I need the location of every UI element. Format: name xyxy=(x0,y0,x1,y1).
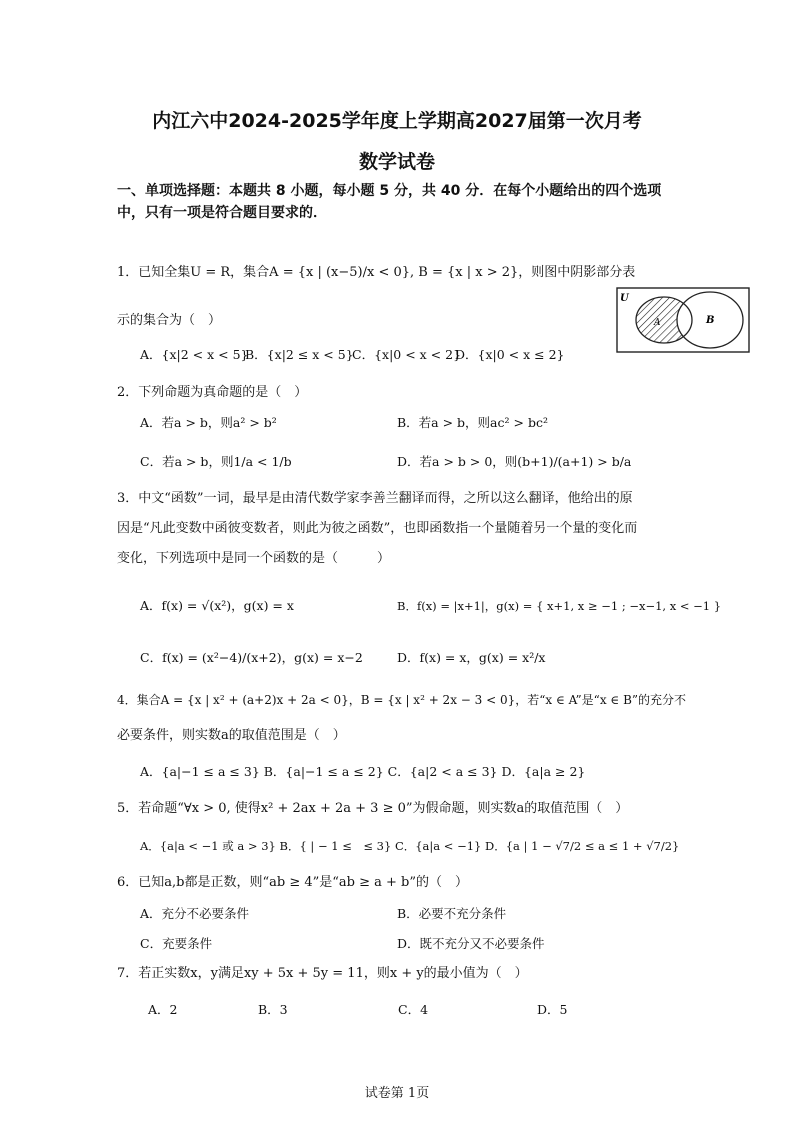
q1-stem-line1: 1．已知全集U = R，集合A = {x | (x−5)/x < 0}, B = {x | x > 2}，则图中阴影部分表 xyxy=(117,265,636,280)
q6-option-b: B．必要不充分条件 xyxy=(397,906,507,921)
q7-option-a: A．2 xyxy=(148,1002,178,1017)
q3-option-b: B．f(x) = |x+1|，g(x) = { x+1, x ≥ −1 ; −x−1, x < −1 } xyxy=(397,599,722,613)
page-footer: 试卷第 1页 xyxy=(364,1086,430,1101)
exam-subtitle: 数学试卷 xyxy=(358,151,435,173)
q1-option-c: C．{x|0 < x < 2} xyxy=(352,347,462,362)
exam-title: 内江六中2024-2025学年度上学期高2027届第一次月考 xyxy=(152,110,642,132)
q2-stem: 2．下列命题为真命题的是（ ） xyxy=(117,385,308,400)
q6-option-d: D．既不充分又不必要条件 xyxy=(397,936,545,951)
q4-stem-line2: 必要条件，则实数a的取值范围是（ ） xyxy=(117,728,346,743)
q3-option-a: A．f(x) = √(x²)，g(x) = x xyxy=(140,598,294,613)
q6-option-a: A．充分不必要条件 xyxy=(140,906,250,921)
q3-option-d: D．f(x) = x，g(x) = x²/x xyxy=(397,650,546,665)
venn-label-a: A xyxy=(654,318,661,328)
q4-stem-line1: 4．集合A = {x | x² + (a+2)x + 2a < 0}，B = {x | x² + 2x − 3 < 0}，若“x ∈ A”是“x ∈ B”的充分不 xyxy=(117,693,687,707)
q5-options: A．{a|a < −1 或 a > 3} B．{ | − 1 ≤ ≤ 3} C．{a|a < −1} D．{a | 1 − √7/2 ≤ a ≤ 1 + √7/2} xyxy=(140,839,680,853)
venn-label-b: B xyxy=(706,315,715,326)
q2-option-b: B．若a > b，则ac² > bc² xyxy=(397,415,548,430)
section-instruction: 一、单项选择题：本题共 8 小题，每小题 5 分，共 40 分．在每个小题给出的四个选项中，只有一项是符合题目要求的． xyxy=(117,183,662,221)
q7-stem: 7．若正实数x，y满足xy + 5x + 5y = 11，则x + y的最小值为（ ） xyxy=(117,966,528,981)
q3-stem-line1: 3．中文“函数”一词，最早是由清代数学家李善兰翻译而得，之所以这么翻译，他给出的原 xyxy=(117,491,633,506)
q1-stem-line2: 示的集合为（ ） xyxy=(117,313,222,328)
q7-option-d: D．5 xyxy=(537,1002,568,1017)
q7-option-c: C．4 xyxy=(398,1002,429,1017)
q1-option-a: A．{x|2 < x < 5} xyxy=(140,347,249,362)
q3-stem-line3: 变化，下列选项中是同一个函数的是（ ） xyxy=(117,551,391,566)
q4-options: A．{a|−1 ≤ a ≤ 3} B．{a|−1 ≤ a ≤ 2} C．{a|2 < a ≤ 3} D．{a|a ≥ 2} xyxy=(140,764,586,779)
q5-stem: 5．若命题“∀x > 0, 使得x² + 2ax + 2a + 3 ≥ 0”为假命题，则实数a的取值范围（ ） xyxy=(117,801,629,816)
q3-option-c: C．f(x) = (x²−4)/(x+2)，g(x) = x−2 xyxy=(140,650,363,665)
q2-option-d: D．若a > b > 0，则(b+1)/(a+1) > b/a xyxy=(397,454,632,469)
venn-diagram xyxy=(616,287,750,353)
q1-option-d: D．{x|0 < x ≤ 2} xyxy=(455,347,565,362)
q6-stem: 6．已知a,b都是正数，则“ab ≥ 4”是“ab ≥ a + b”的（ ） xyxy=(117,875,469,890)
q3-stem-line2: 因是“凡此变数中函彼变数者，则此为彼之函数”，也即函数指一个量随着另一个量的变化而 xyxy=(117,521,638,536)
q1-option-b: B．{x|2 ≤ x < 5} xyxy=(245,347,354,362)
q7-option-b: B．3 xyxy=(258,1002,288,1017)
q6-option-c: C．充要条件 xyxy=(140,936,213,951)
venn-label-u: U xyxy=(620,293,629,304)
q2-option-c: C．若a > b，则1/a < 1/b xyxy=(140,454,292,469)
q2-option-a: A．若a > b，则a² > b² xyxy=(140,415,277,430)
